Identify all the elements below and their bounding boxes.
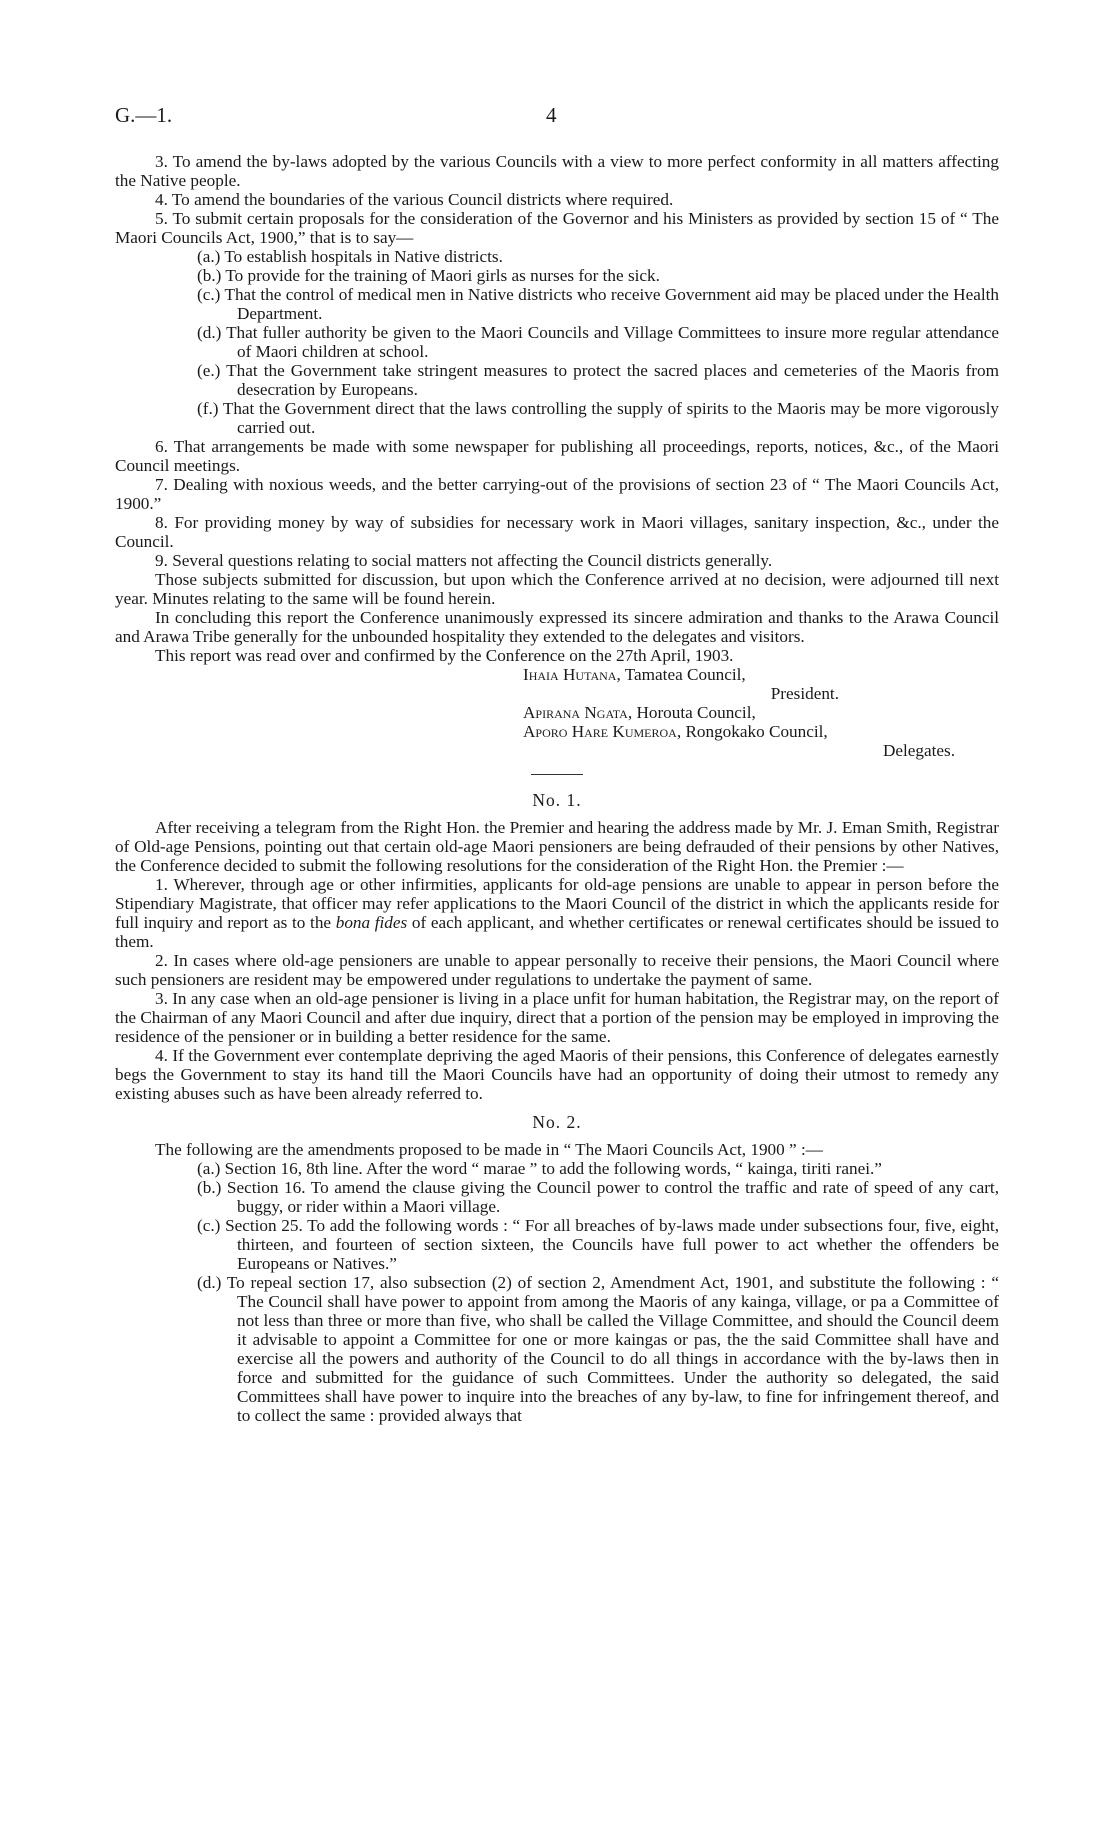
signature-delegate <box>115 722 999 741</box>
paragraph: 6. That arrangements be made with some newspaper for publishing all proceedings, reports, notices, &c., of the Maori Council meetings. <box>115 437 999 475</box>
paragraph: In concluding this report the Conference unanimously expressed its sincere admiration and thanks to the Arawa Council and Arawa Tribe generally for the unbounded hospitality they extended to the delegates and visitors. <box>115 608 999 646</box>
item-label: (b.) <box>197 1178 222 1197</box>
item-label: (c.) <box>197 285 221 304</box>
item-text: To provide for the training of Maori girls as nurses for the sick. <box>225 266 660 285</box>
resolution-3: 3. In any case when an old-age pensioner is living in a place unfit for human habitation, the Registrar may, on the report of the Chairman of any Maori Council and after due inquiry, direct that a portion of the pension may be employed in improving the residence of the pensioner or in building a better residence for the same. <box>115 989 999 1046</box>
signatory-name: Aporo Hare Kumeroa <box>523 722 677 741</box>
paragraph: After receiving a telegram from the Right Hon. the Premier and hearing the address made by Mr. J. Eman Smith, Registrar of Old-age Pensions, pointing out that certain old-age Maori pensioners are being defrauded of their pensions by other Natives, the Conference decided to submit the following resolutions for the consideration of the Right Hon. the Premier :— <box>115 818 999 875</box>
resolution-4: 4. If the Government ever contemplate depriving the aged Maoris of their pensions, this Conference of delegates earnestly begs the Government to stay its hand till the Maori Councils have had an opportunity of doing their utmost to remedy any existing abuses such as have been already referred to. <box>115 1046 999 1103</box>
paragraph: 7. Dealing with noxious weeds, and the better carrying-out of the provisions of section 23 of “ The Maori Councils Act, 1900.” <box>115 475 999 513</box>
item-label: (a.) <box>197 247 221 266</box>
signatory-name: Apirana Ngata <box>523 703 628 722</box>
resolution-2: 2. In cases where old-age pensioners are unable to appear personally to receive their pensions, the Maori Council where such pensioners are resident may be empowered under regulations to undertake the payment of same. <box>115 951 999 989</box>
president-title: President. <box>770 684 839 703</box>
proposal-item <box>197 323 999 361</box>
paragraph: 5. To submit certain proposals for the consideration of the Governor and his Ministers as provided by section 15 of “ The Maori Councils Act, 1900,” that is to say— <box>115 209 999 247</box>
proposal-item <box>197 399 999 437</box>
item-text: That fuller authority be given to the Maori Councils and Village Committees to insure more regular attendance of Maori children at school. <box>226 323 999 361</box>
document-code: G.—1. <box>115 103 173 127</box>
amendment-item <box>197 1178 999 1216</box>
item-label: (e.) <box>197 361 221 380</box>
item-label: (d.) <box>197 323 222 342</box>
paragraph: This report was read over and confirmed by the Conference on the 27th April, 1903. <box>155 646 734 665</box>
item-text: That the control of medical men in Native districts who receive Government aid may be placed under the Health Department. <box>224 285 999 323</box>
amendment-item <box>197 1159 999 1178</box>
resolution-text: of each applicant, and whether certificates or renewal certificates should be issued to them. <box>115 913 999 951</box>
item-text: To establish hospitals in Native districts. <box>224 247 503 266</box>
signatory-council: , Rongokako Council, <box>676 722 828 741</box>
section-heading-no1: No. 1. <box>532 790 582 810</box>
paragraph: 3. To amend the by-laws adopted by the various Councils with a view to more perfect conformity in all matters affecting the Native people. <box>115 152 999 190</box>
item-text: Section 16, 8th line. After the word “ marae ” to add the following words, “ kainga, tiriti ranei.” <box>224 1159 882 1178</box>
item-label: (c.) <box>197 1216 221 1235</box>
item-text: To repeal section 17, also subsection (2) of section 2, Amendment Act, 1901, and substitute the following : “ The Council shall have power to appoint from among the Maoris of any kainga, village, or pa a Committee of not less than three or more than five, who shall be called the Village Committee, and should the Council deem it advisable to appoint a Committee for one or more kaingas or pas, the the said Committee shall have and exercise all the powers and authority of the Council to do all things in accordance with the by-laws then in force and submitted for the guidance of such Committees. Under the authority so delegated, the said Committees shall have power to inquire into the breaches of any by-law, to fine for infringement thereof, and to collect the same : provided always that <box>226 1273 999 1425</box>
item-label: (b.) <box>197 266 222 285</box>
amendment-item <box>197 1216 999 1273</box>
proposal-item <box>197 361 999 399</box>
resolution-text: 1. Wherever, through age or other infirmities, applicants for old-age pensions are unable to appear in person before the Stipendiary Magistrate, that officer may refer applications to the Maori Council of the district in which the applicants reside for full inquiry and report as to the <box>115 875 999 932</box>
item-text: Section 16. To amend the clause giving the Council power to control the traffic and rate of speed of any cart, buggy, or rider within a Maori village. <box>226 1178 999 1216</box>
signature-president <box>115 665 999 684</box>
amendment-list <box>115 1159 999 1425</box>
signatory-council: , Tamatea Council, <box>616 665 746 684</box>
signatory-council: , Horouta Council, <box>627 703 756 722</box>
item-label: (f.) <box>197 399 219 418</box>
paragraph: 9. Several questions relating to social matters not affecting the Council districts generally. <box>155 551 773 570</box>
item-label: (a.) <box>197 1159 221 1178</box>
section-heading-no2: No. 2. <box>532 1112 582 1132</box>
delegates-title: Delegates. <box>882 741 955 760</box>
item-text: That the Government take stringent measures to protect the sacred places and cemeteries of the Maoris from desecration by Europeans. <box>226 361 999 399</box>
proposal-item <box>197 247 999 266</box>
proposal-item <box>197 285 999 323</box>
proposal-list <box>115 247 999 437</box>
item-label: (d.) <box>197 1273 222 1292</box>
proposal-item <box>197 266 999 285</box>
paragraph: 4. To amend the boundaries of the various Council districts where required. <box>155 190 674 209</box>
section-divider <box>531 774 583 775</box>
signatory-name: Ihaia Hutana <box>523 665 617 684</box>
page-number: 4 <box>546 103 557 127</box>
paragraph: Those subjects submitted for discussion, but upon which the Conference arrived at no decision, were adjourned till next year. Minutes relating to the same will be found herein. <box>115 570 999 608</box>
item-text: That the Government direct that the laws controlling the supply of spirits to the Maoris may be more vigorously carried out. <box>222 399 999 437</box>
document-body <box>115 152 999 1425</box>
signature-block <box>115 665 999 760</box>
paragraph: The following are the amendments proposed to be made in “ The Maori Councils Act, 1900 ” :— <box>155 1140 823 1159</box>
paragraph: 8. For providing money by way of subsidies for necessary work in Maori villages, sanitary inspection, &c., under the Council. <box>115 513 999 551</box>
signature-delegate <box>115 703 999 722</box>
amendment-item <box>197 1273 999 1425</box>
item-text: Section 25. To add the following words : “ For all breaches of by-laws made under subsections four, five, eight, thirteen, and fourteen of section sixteen, the Councils have full power to act whether the offenders be Europeans or Natives.” <box>225 1216 1000 1273</box>
resolution-1 <box>115 875 999 951</box>
resolution-italic: bona fides <box>335 913 408 932</box>
